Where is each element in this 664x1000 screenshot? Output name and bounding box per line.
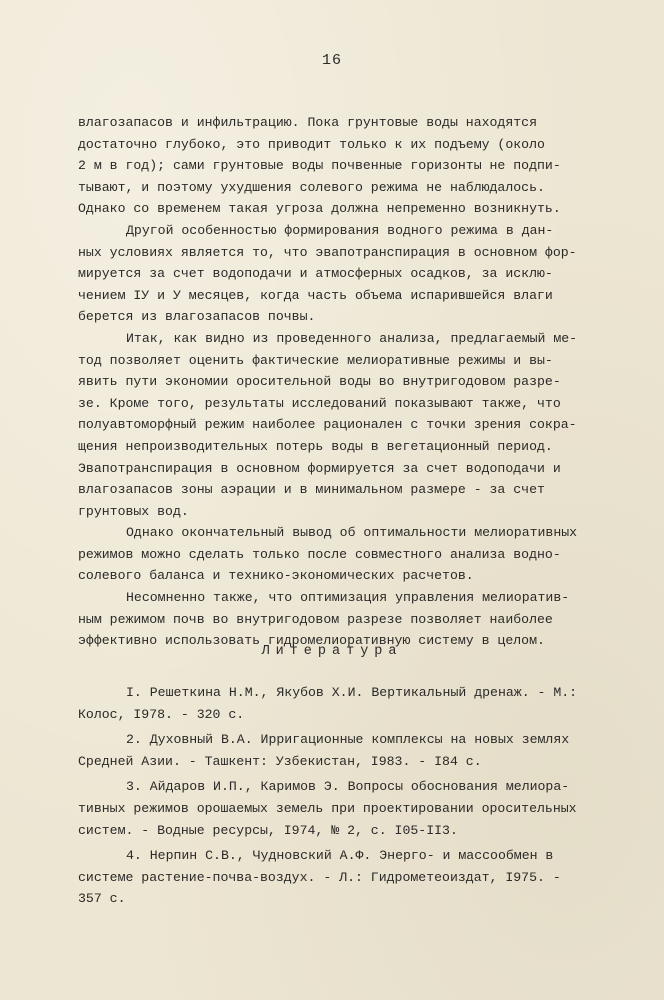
text-line: Однако со временем такая угроза должна непременно возникнуть. (78, 201, 561, 217)
reference-line: системе растение-почва-воздух. - Л.: Гидрометеоиздат, I975. - (78, 869, 561, 885)
reference-item (78, 729, 598, 772)
text-line: ным режимом почв во внутригодовом разрезе позволяет наиболее (78, 611, 553, 627)
text-line: влагозапасов и инфильтрацию. Пока грунтовые воды находятся (78, 115, 537, 130)
paragraph (78, 587, 590, 652)
text-line: достаточно глубоко, это приводит только к их подъему (около (78, 136, 545, 152)
reference-item (78, 776, 598, 841)
text-line: Другой особенностью формирования водного режима в дан- (126, 222, 554, 238)
reference-line: 3. Айдаров И.П., Каримов Э. Вопросы обоснования мелиора- (126, 779, 570, 795)
body-text (78, 112, 590, 652)
paragraph (78, 112, 590, 220)
reference-line: 357 с. (78, 891, 126, 907)
text-line: явить пути экономии оросительной воды во внутригодовом разре- (78, 374, 561, 390)
text-line: Итак, как видно из проведенного анализа, предлагаемый ме- (126, 330, 578, 346)
text-line: Однако окончательный вывод об оптимальности мелиоративных (126, 525, 578, 541)
reference-line: I. Решеткина Н.М., Якубов Х.И. Вертикальный дренаж. - М.: (126, 685, 578, 700)
text-line: режимов можно сделать только после совместного анализа водно- (78, 546, 561, 562)
page-number: 16 (321, 52, 342, 69)
paragraph (78, 328, 590, 522)
text-line: солевого баланса и технико-экономических расчетов. (78, 568, 474, 584)
references-list (78, 682, 598, 914)
text-line: чением IУ и У месяцев, когда часть объема испарившейся влаги (78, 287, 553, 303)
reference-line: тивных режимов орошаемых земель при проектировании оросительных (78, 800, 577, 816)
text-line: Эвапотранспирация в основном формируется за счет водоподачи и (78, 460, 561, 476)
reference-line: систем. - Водные ресурсы, I974, № 2, с. I05-II3. (78, 822, 458, 838)
text-line: зе. Кроме того, результаты исследований показывают также, что (78, 395, 561, 411)
text-line: влагозапасов зоны аэрации и в минимальном размере - за счет (78, 482, 545, 498)
reference-line: Средней Азии. - Ташкент: Узбекистан, I983. - I84 с. (78, 753, 482, 769)
paragraph (78, 522, 590, 587)
references-title: Литература (261, 644, 403, 659)
reference-line: Колос, I978. - 320 с. (78, 706, 245, 722)
text-line: щения непроизводительных потерь воды в вегетационный период. (78, 438, 553, 454)
text-line: берется из влагозапасов почвы. (78, 309, 316, 325)
reference-item (78, 682, 598, 725)
text-line: ных условиях является то, что эвапотранспирация в основном фор- (78, 244, 577, 260)
text-line: 2 м в год); сами грунтовые воды почвенные горизонты не подпи- (78, 158, 561, 174)
paragraph (78, 220, 590, 328)
text-line: Несомненно также, что оптимизация управления мелиоратив- (126, 590, 570, 606)
text-line: эффективно использовать гидромелиоративную систему в целом. (78, 633, 545, 649)
reference-item (78, 845, 598, 910)
reference-line: 4. Нерпин С.В., Чудновский А.Ф. Энерго- и массообмен в (126, 848, 554, 864)
text-line: грунтовых вод. (78, 503, 189, 519)
text-line: мируется за счет водоподачи и атмосферных осадков, за исклю- (78, 266, 553, 282)
text-line: тод позволяет оценить фактические мелиоративные режимы и вы- (78, 352, 553, 368)
text-line: тывают, и поэтому ухудшения солевого режима не наблюдалось. (78, 179, 545, 195)
text-line: полуавтоморфный режим наиболее рационален с точки зрения сокра- (78, 417, 577, 433)
reference-line: 2. Духовный В.А. Ирригационные комплексы на новых землях (126, 732, 570, 748)
